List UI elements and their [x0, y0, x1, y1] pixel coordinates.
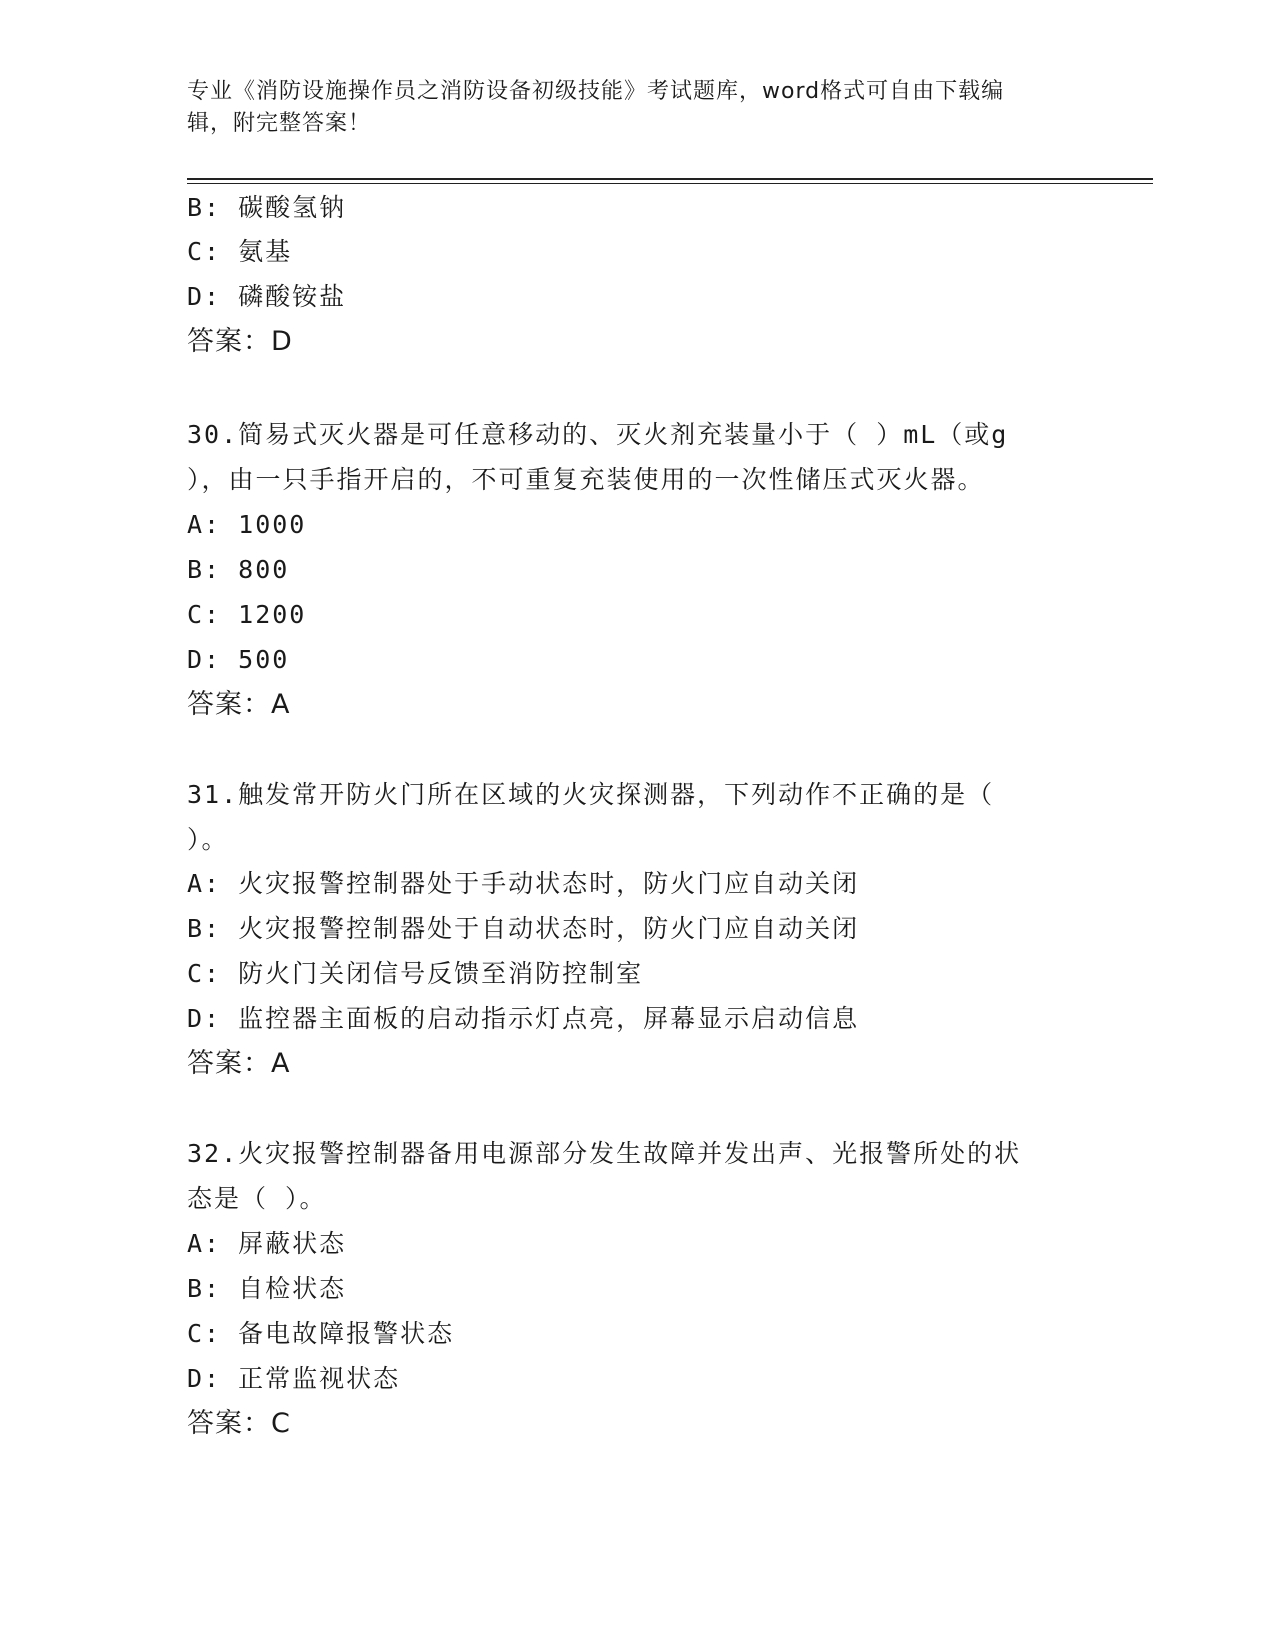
header-line-1: 专业《消防设施操作员之消防设备初级技能》考试题库，word格式可自由下载编 — [187, 79, 1005, 104]
q32-option-b: B: 自检状态 — [187, 1274, 347, 1303]
q30-option-b: B: 800 — [187, 555, 290, 584]
q30-option-c: C: 1200 — [187, 600, 307, 629]
q32-option-c: C: 备电故障报警状态 — [187, 1319, 455, 1348]
q31-option-d: D: 监控器主面板的启动指示灯点亮，屏幕显示启动信息 — [187, 1004, 860, 1033]
q30-stem-line-1: 30.简易式灭火器是可任意移动的、灭火剂充装量小于（ ）mL（或g — [187, 420, 1009, 449]
q31-option-b: B: 火灾报警控制器处于自动状态时，防火门应自动关闭 — [187, 914, 860, 943]
q32-option-a: A: 屏蔽状态 — [187, 1229, 347, 1258]
header-divider-thin — [187, 183, 1153, 184]
q29-answer: 答案：D — [187, 326, 293, 357]
q30-stem-line-2: ），由一只手指开启的，不可重复充装使用的一次性储压式灭火器。 — [187, 465, 985, 494]
q31-answer: 答案：A — [187, 1048, 291, 1079]
q29-option-b: B: 碳酸氢钠 — [187, 193, 347, 222]
header-divider-thick — [187, 178, 1153, 180]
q32-stem-line-1: 32.火灾报警控制器备用电源部分发生故障并发出声、光报警所处的状 — [187, 1139, 1022, 1168]
q31-option-c: C: 防火门关闭信号反馈至消防控制室 — [187, 959, 644, 988]
q31-stem-line-2: ）。 — [187, 825, 229, 854]
q31-stem-line-1: 31.触发常开防火门所在区域的火灾探测器，下列动作不正确的是（ — [187, 780, 995, 809]
document-header — [187, 76, 1067, 140]
q30-option-a: A: 1000 — [187, 510, 307, 539]
q32-option-d: D: 正常监视状态 — [187, 1364, 401, 1393]
q30-option-d: D: 500 — [187, 645, 290, 674]
q29-option-c: C: 氨基 — [187, 237, 293, 266]
q31-option-a: A: 火灾报警控制器处于手动状态时，防火门应自动关闭 — [187, 869, 860, 898]
q32-stem-line-2: 态是（ ）。 — [187, 1184, 327, 1213]
header-line-2: 辑，附完整答案！ — [187, 111, 372, 136]
q30-answer: 答案：A — [187, 689, 291, 720]
q32-answer: 答案：C — [187, 1408, 291, 1439]
q29-option-d: D: 磷酸铵盐 — [187, 282, 347, 311]
